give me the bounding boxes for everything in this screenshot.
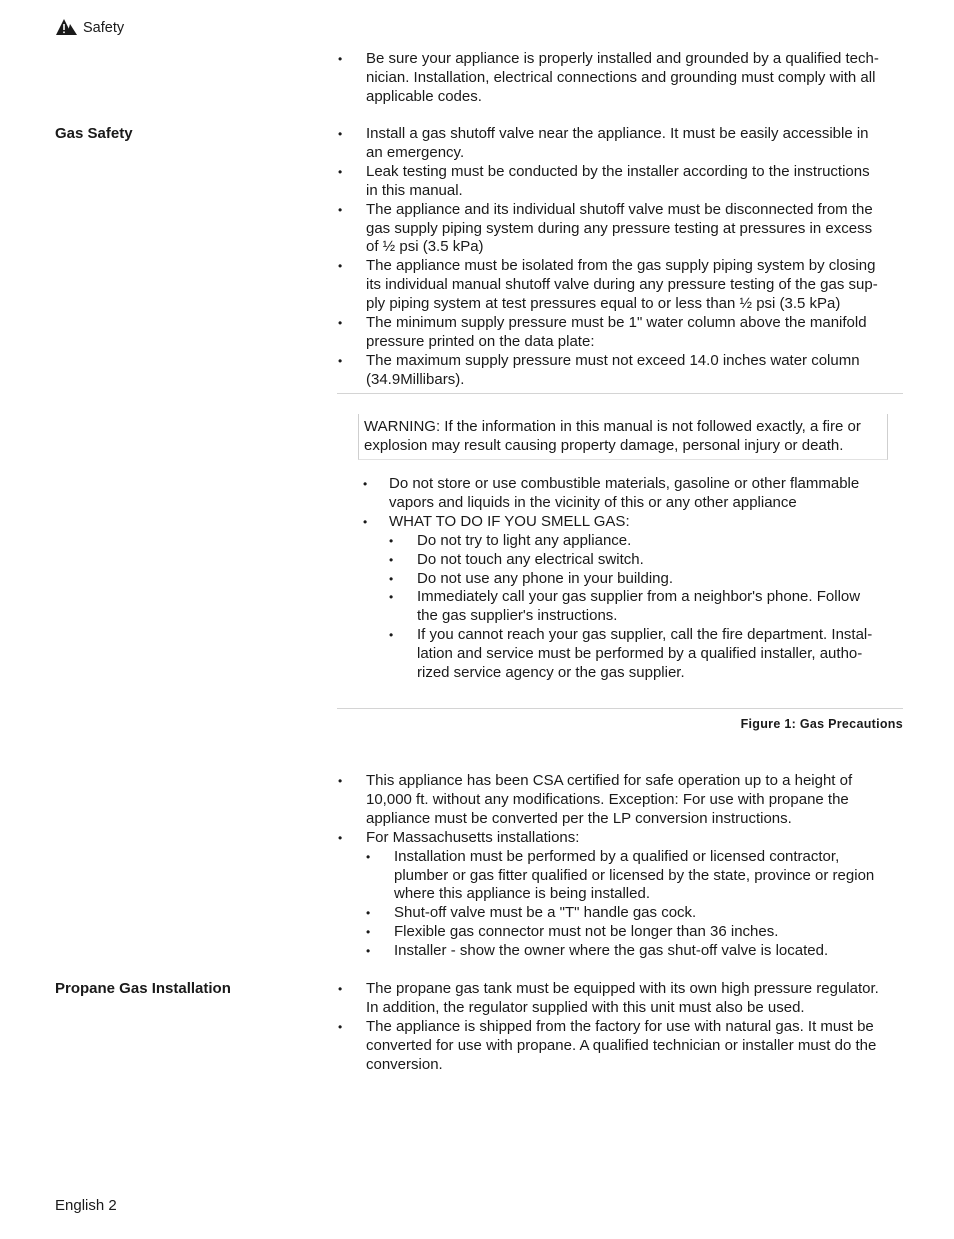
list-item (389, 551, 903, 570)
list-item (337, 1018, 917, 1075)
list-item (337, 125, 917, 163)
list-item-text: Installation must be performed by a qualified or licensed contractor, plumber or gas fitter qualified or licensed by the state, province or region where this appliance is being installed. (394, 847, 875, 903)
smell-gas-list (389, 532, 903, 683)
list-item (389, 588, 903, 626)
list-item (363, 475, 903, 513)
list-item (337, 352, 917, 390)
warning-triangle-icon (55, 18, 81, 36)
list-item-text: Do not use any phone in your building. (417, 569, 674, 587)
warning-text: WARNING: If the information in this manual is not followed exactly, a fire or explosion may result causing property damage, personal injury or death. (364, 418, 861, 454)
propane-heading: Propane Gas Installation (55, 980, 231, 997)
figure-caption: Figure 1: Gas Precautions (740, 717, 903, 731)
certification-list (337, 772, 917, 961)
list-item (389, 626, 903, 683)
figure-list (363, 475, 903, 683)
list-item (389, 570, 903, 589)
list-item-text: If you cannot reach your gas supplier, call the fire department. Instal- lation and service must be performed by a qualified installer, autho- rized service agency or the gas supplier. (417, 626, 873, 682)
list-item (337, 772, 917, 829)
list-item-text: Immediately call your gas supplier from a neighbor's phone. Follow the gas supplier's instructions. (417, 588, 861, 625)
list-item-text: Do not touch any electrical switch. (417, 550, 644, 568)
list-item-text: Flexible gas connector must not be longer than 36 inches. (394, 923, 779, 941)
list-item (337, 314, 917, 352)
figure-bottom-rule (337, 708, 903, 709)
massachusetts-list (366, 848, 917, 961)
list-item-text: Be sure your appliance is properly installed and grounded by a qualified tech- nician. Installation, electrical connections and grounding must comply with all applicable codes. (366, 50, 879, 105)
list-item (366, 923, 917, 942)
list-item (366, 904, 917, 923)
list-item-text: The appliance and its individual shutoff valve must be disconnected from the gas supply piping system during any pressure testing at pressures in excess of ½ psi (3.5 kPa) (366, 200, 873, 256)
gas-safety-heading: Gas Safety (55, 125, 133, 142)
list-item-text: Do not store or use combustible materials, gasoline or other flammable vapors and liquids in the vicinity of this or any other appliance (389, 475, 860, 511)
propane-list (337, 980, 917, 1075)
list-item-text: The appliance is shipped from the factory for use with natural gas. It must be converted for use with propane. A qualified technician or installer must do the conversion. (366, 1017, 877, 1073)
list-item (337, 50, 917, 107)
list-item-text: This appliance has been CSA certified for safe operation up to a height of 10,000 ft. without any modifications. Exception: For use with propane the appliance must be converted per the LP conversion instructions. (366, 772, 853, 827)
list-item (337, 257, 917, 314)
list-item (366, 848, 917, 905)
list-item-text: Leak testing must be conducted by the installer according to the instructions in this manual. (366, 162, 870, 199)
list-item-text: The minimum supply pressure must be 1" water column above the manifold pressure printed on the data plate: (366, 314, 867, 350)
list-item-text: Do not try to light any appliance. (417, 531, 632, 549)
section-title: Safety (83, 20, 125, 36)
list-item (366, 942, 917, 961)
list-item (337, 829, 917, 961)
list-item-text: For Massachusetts installations: (366, 828, 580, 846)
figure-top-rule (337, 393, 903, 394)
list-item-text: The propane gas tank must be equipped with its own high pressure regulator. In addition, the regulator supplied with this unit must also be used. (366, 980, 879, 1016)
list-item-text: WHAT TO DO IF YOU SMELL GAS: (389, 512, 630, 530)
list-item-text: Shut-off valve must be a "T" handle gas cock. (394, 904, 697, 922)
list-item (337, 201, 917, 258)
list-item-text: Installer - show the owner where the gas shut-off valve is located. (394, 942, 829, 960)
gas-safety-list (337, 125, 917, 390)
list-item (363, 513, 903, 683)
list-item (337, 980, 917, 1018)
page-header (55, 18, 124, 36)
warning-box (358, 414, 888, 460)
figure-content (363, 475, 903, 683)
list-item-text: The appliance must be isolated from the gas supply piping system by closing its individual manual shutoff valve during any pressure testing of the gas sup- ply piping system at test pressures equal to or less than ½ psi (3.5 kPa) (366, 257, 878, 313)
page-number: English 2 (55, 1197, 117, 1214)
list-item (337, 163, 917, 201)
list-item-text: The maximum supply pressure must not exceed 14.0 inches water column (34.9Millibars). (366, 351, 860, 388)
list-item-text: Install a gas shutoff valve near the appliance. It must be easily accessible in an emergency. (366, 125, 869, 161)
list-item (389, 532, 903, 551)
intro-list (337, 50, 917, 107)
